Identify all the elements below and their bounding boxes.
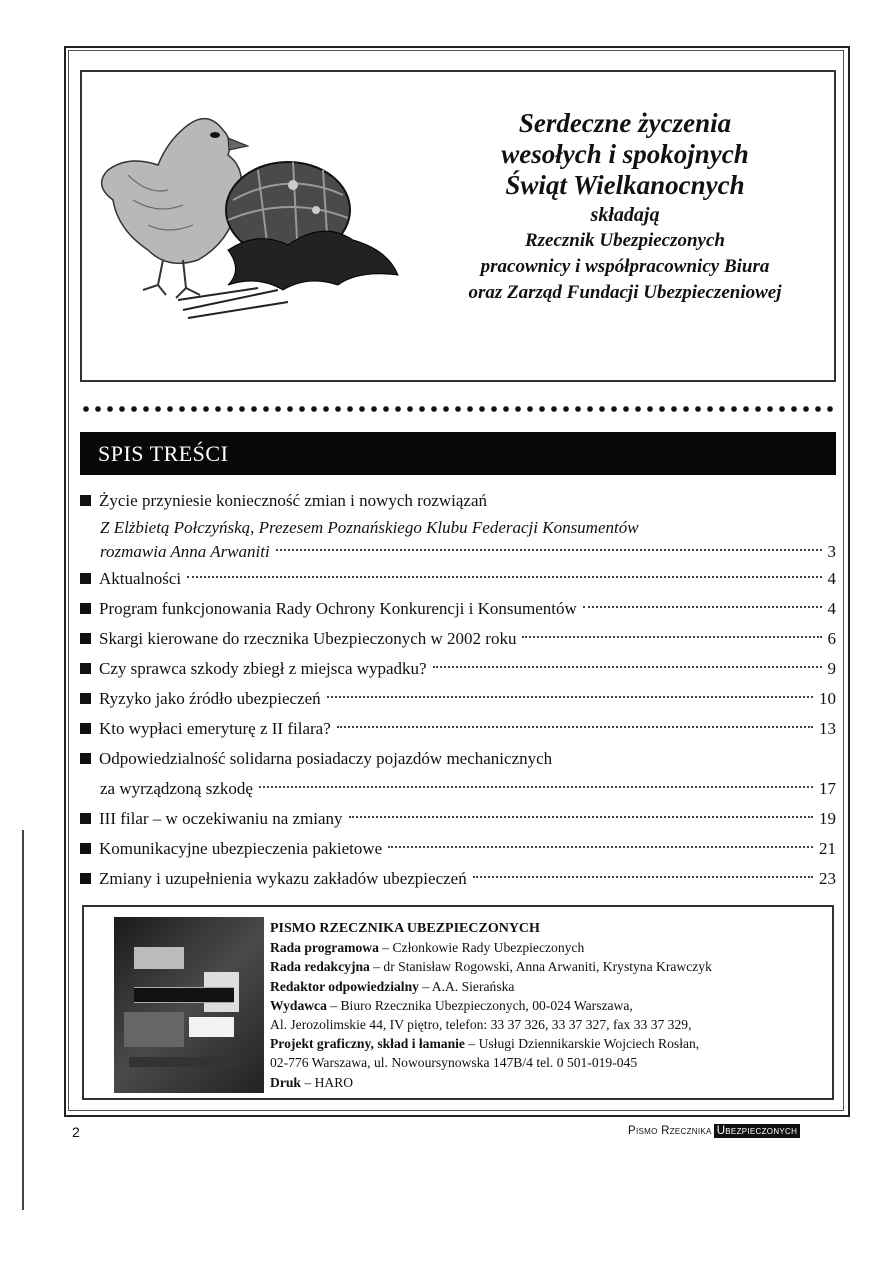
- toc-entry[interactable]: [80, 714, 836, 744]
- page-number: 2: [72, 1124, 80, 1140]
- greeting-line-3: Świąt Wielkanocnych: [505, 170, 745, 200]
- table-of-contents: [80, 486, 836, 894]
- toc-page: 4: [827, 599, 836, 618]
- toc-page: 19: [819, 809, 836, 828]
- toc-header: SPIS TREŚCI: [80, 432, 836, 475]
- impressum-title: PISMO RZECZNIKA UBEZPIECZONYCH: [270, 921, 540, 936]
- dot-leader: [349, 816, 813, 818]
- scan-margin-line: [22, 830, 24, 1210]
- footer-brand: [628, 1124, 800, 1138]
- greeting-line-2: wesołych i spokojnych: [501, 139, 749, 169]
- editor-label: Redaktor odpowiedzialny: [270, 978, 419, 994]
- program-label: Rada programowa: [270, 940, 379, 956]
- design-address: 02-776 Warszawa, ul. Nowoursynowska 147B/4 tel. 0 501-019-045: [270, 1055, 638, 1071]
- greeting-text: [405, 108, 845, 306]
- bullet-icon: [80, 873, 91, 884]
- editorial-label: Rada redakcyjna: [270, 959, 370, 975]
- toc-page: 21: [819, 839, 836, 858]
- easter-chick-egg-illustration: [88, 100, 408, 330]
- bullet-icon: [80, 663, 91, 674]
- impressum-text: [270, 919, 712, 1092]
- toc-entry[interactable]: [80, 744, 836, 804]
- greeting-line-4: składają: [590, 204, 660, 226]
- toc-page: 10: [819, 689, 836, 708]
- publisher-label: Wydawca: [270, 997, 327, 1013]
- toc-entry[interactable]: [80, 564, 836, 594]
- toc-entry[interactable]: [80, 594, 836, 624]
- toc-page: 13: [819, 719, 836, 738]
- design-value: – Usługi Dziennikarskie Wojciech Rosłan,: [464, 1036, 700, 1052]
- toc-title: Komunikacyjne ubezpieczenia pakietowe: [99, 839, 383, 858]
- bullet-icon: [80, 573, 91, 584]
- toc-title: III filar – w oczekiwaniu na zmiany: [99, 809, 343, 828]
- bullet-icon: [80, 693, 91, 704]
- bullet-icon: [80, 753, 91, 764]
- impressum-box: [82, 905, 834, 1100]
- dot-leader: [276, 549, 822, 551]
- toc-title: Program funkcjonowania Rady Ochrony Konkurencji i Konsumentów: [99, 599, 577, 618]
- bullet-icon: [80, 723, 91, 734]
- dot-leader: [583, 606, 822, 608]
- footer-brand-part2: Ubezpieczonych: [714, 1124, 801, 1138]
- toc-entry[interactable]: [80, 624, 836, 654]
- greeting-line-7: oraz Zarząd Fundacji Ubezpieczeniowej: [468, 282, 782, 303]
- editorial-value: – dr Stanisław Rogowski, Anna Arwaniti, Krystyna Krawczyk: [369, 959, 712, 975]
- toc-continuation: za wyrządzoną szkodę: [100, 779, 253, 798]
- toc-entry[interactable]: [80, 804, 836, 834]
- print-value: – HARO: [300, 1074, 354, 1090]
- toc-title: Aktualności: [99, 569, 182, 588]
- greeting-line-5: Rzecznik Ubezpieczonych: [524, 230, 725, 251]
- toc-continuation: rozmawia Anna Arwaniti: [100, 542, 270, 561]
- bullet-icon: [80, 813, 91, 824]
- toc-title: Kto wypłaci emeryturę z II filara?: [99, 719, 331, 738]
- dot-leader: [259, 786, 813, 788]
- toc-entry[interactable]: [80, 684, 836, 714]
- toc-page: 4: [827, 569, 836, 588]
- toc-entry[interactable]: [80, 486, 836, 564]
- dot-leader: [433, 666, 822, 668]
- toc-title: Odpowiedzialność solidarna posiadaczy pojazdów mechanicznych: [99, 749, 553, 768]
- toc-page: 23: [819, 869, 836, 888]
- program-value: – Członkowie Rady Ubezpieczonych: [378, 940, 585, 956]
- dotted-divider: [80, 404, 836, 414]
- toc-title: Zmiany i uzupełnienia wykazu zakładów ubezpieczeń: [99, 869, 467, 888]
- greeting-line-6: pracownicy i współpracownicy Biura: [480, 256, 770, 277]
- bullet-icon: [80, 843, 91, 854]
- dot-leader: [473, 876, 813, 878]
- toc-subtitle: Z Elżbietą Połczyńską, Prezesem Poznańskiego Klubu Federacji Konsumentów: [100, 518, 639, 537]
- toc-entry[interactable]: [80, 654, 836, 684]
- toc-page: 6: [827, 629, 836, 648]
- toc-title: Skargi kierowane do rzecznika Ubezpieczonych w 2002 roku: [99, 629, 517, 648]
- toc-entry[interactable]: [80, 834, 836, 864]
- dot-leader: [522, 636, 821, 638]
- greeting-line-1: Serdeczne życzenia: [518, 108, 732, 138]
- toc-title: Czy sprawca szkody zbiegł z miejsca wypadku?: [99, 659, 427, 678]
- publisher-value: – Biuro Rzecznika Ubezpieczonych, 00-024 Warszawa,: [326, 997, 633, 1013]
- dot-leader: [187, 576, 821, 578]
- dot-leader: [337, 726, 813, 728]
- bullet-icon: [80, 633, 91, 644]
- print-label: Druk: [270, 1074, 301, 1090]
- toc-title: Życie przyniesie konieczność zmian i nowych rozwiązań: [99, 491, 488, 510]
- dot-leader: [388, 846, 813, 848]
- dot-leader: [327, 696, 813, 698]
- magazine-cover-thumbnail: [114, 917, 264, 1093]
- toc-page: 3: [827, 542, 836, 561]
- toc-page: 9: [827, 659, 836, 678]
- editor-value: – A.A. Sierańska: [418, 978, 515, 994]
- toc-page: 17: [819, 779, 836, 798]
- bullet-icon: [80, 495, 91, 506]
- design-label: Projekt graficzny, skład i łamanie: [270, 1036, 465, 1052]
- toc-entry[interactable]: [80, 864, 836, 894]
- toc-title: Ryzyko jako źródło ubezpieczeń: [99, 689, 321, 708]
- footer-brand-part1: Pismo Rzecznika: [628, 1125, 712, 1137]
- bullet-icon: [80, 603, 91, 614]
- publisher-address: Al. Jerozolimskie 44, IV piętro, telefon: 33 37 326, 33 37 327, fax 33 37 329,: [270, 1017, 692, 1033]
